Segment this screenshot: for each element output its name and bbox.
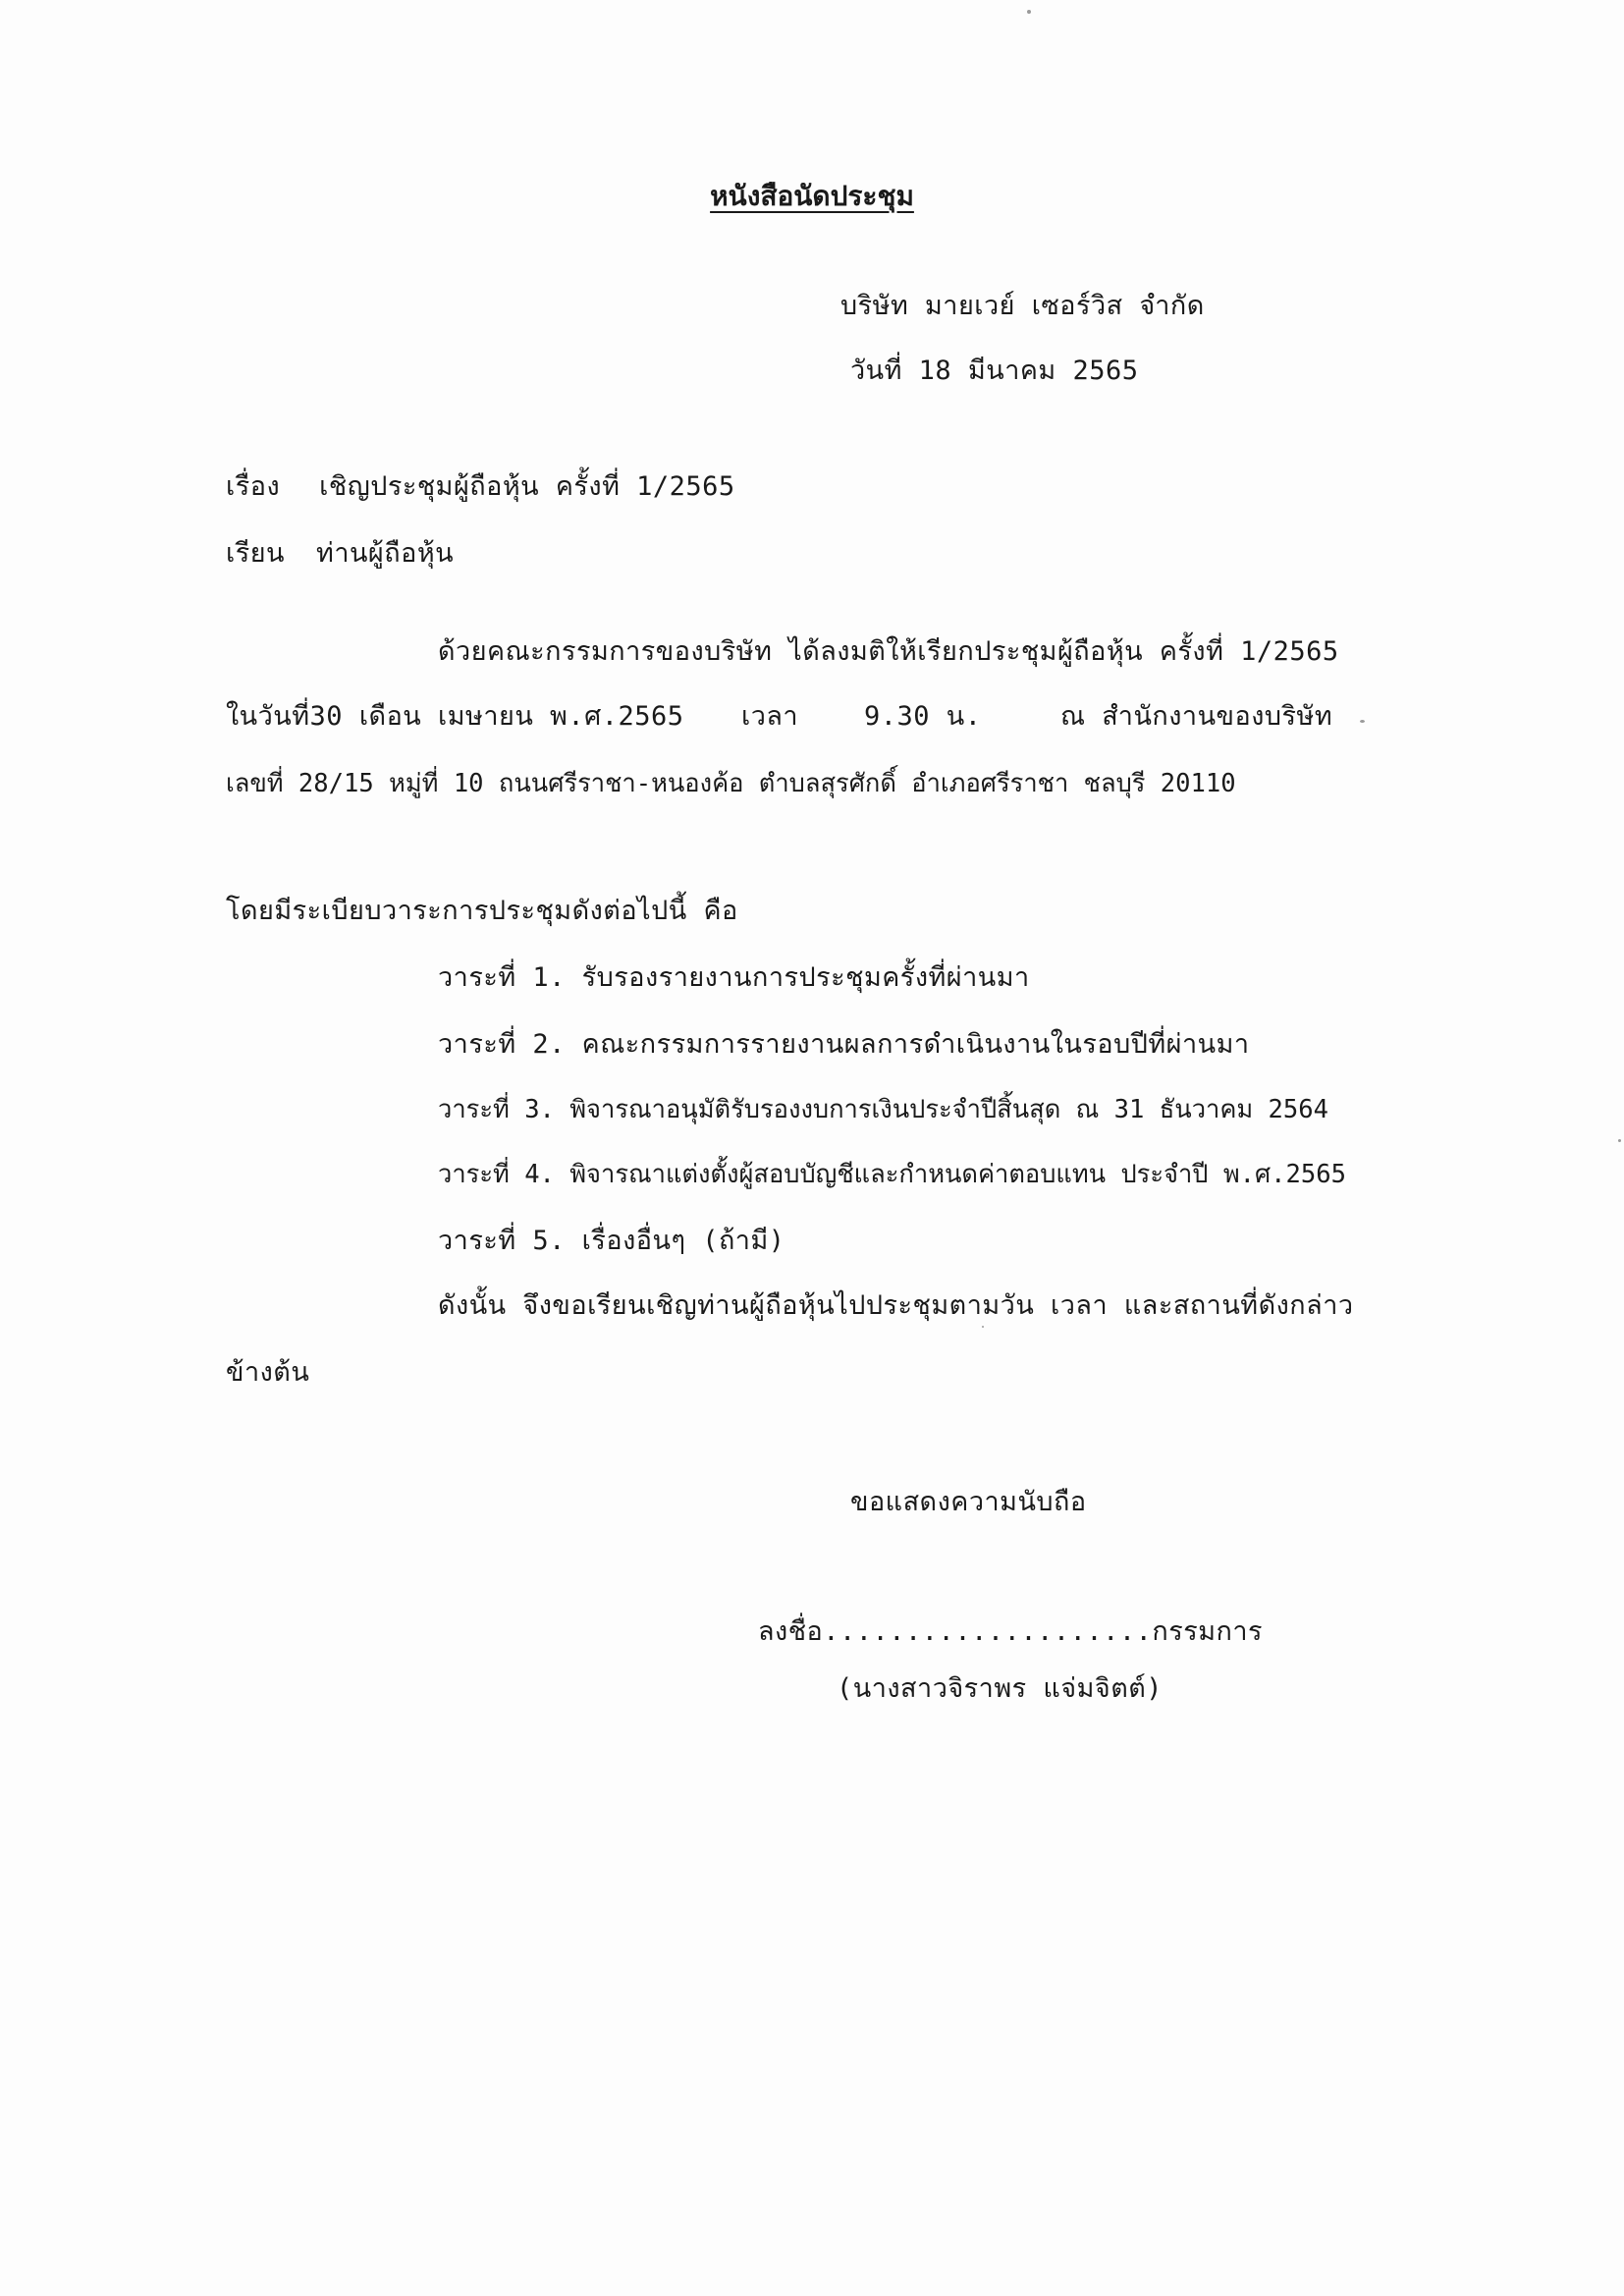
- scan-speck: [982, 1326, 984, 1328]
- agenda-intro: โดยมีระเบียบวาระการประชุมดังต่อไปนี้ คือ: [226, 896, 738, 926]
- body-line-2d: ณ สำนักงานของบริษัท: [1060, 701, 1333, 732]
- company-name: บริษัท มายเวย์ เซอร์วิส จำกัด: [840, 291, 1205, 321]
- signatory-name: (นางสาวจิราพร แจ่มจิตต์): [837, 1673, 1164, 1704]
- scan-speck: [1618, 1139, 1621, 1142]
- body-line-1: ด้วยคณะกรรมการของบริษัท ได้ลงมติให้เรียกประชุมผู้ถือหุ้น ครั้งที่ 1/2565: [438, 636, 1339, 667]
- agenda-item-2: วาระที่ 2. คณะกรรมการรายงานผลการดำเนินงานในรอบปีที่ผ่านมา: [438, 1029, 1250, 1060]
- closing-line-2: ข้างต้น: [226, 1357, 310, 1388]
- scan-speck: [1027, 10, 1031, 14]
- recipient-label: เรียน: [226, 538, 286, 569]
- agenda-item-1: วาระที่ 1. รับรองรายงานการประชุมครั้งที่ผ่านมา: [438, 962, 1030, 993]
- regards: ขอแสดงความนับถือ: [850, 1487, 1087, 1517]
- agenda-item-4: วาระที่ 4. พิจารณาแต่งตั้งผู้สอบบัญชีและกำหนดค่าตอบแทน ประจำปี พ.ศ.2565: [438, 1160, 1346, 1189]
- recipient-line: [226, 536, 454, 572]
- document-title: หนังสือนัดประชุม: [710, 180, 914, 212]
- body-line-2c: 9.30 น.: [864, 701, 982, 732]
- subject-line: [226, 469, 735, 505]
- closing-line-1: ดังนั้น จึงขอเรียนเชิญท่านผู้ถือหุ้นไปประชุมตามวัน เวลา และสถานที่ดังกล่าว: [438, 1290, 1354, 1321]
- document-date: วันที่ 18 มีนาคม 2565: [850, 355, 1139, 386]
- scan-speck: [1360, 720, 1365, 723]
- agenda-item-3: วาระที่ 3. พิจารณาอนุมัติรับรองงบการเงินประจำปีสิ้นสุด ณ 31 ธันวาคม 2564: [438, 1095, 1328, 1124]
- agenda-item-5: วาระที่ 5. เรื่องอื่นๆ (ถ้ามี): [438, 1226, 785, 1256]
- subject-label: เรื่อง: [226, 471, 281, 502]
- body-line-2b: เวลา: [741, 701, 799, 732]
- body-line-3: เลขที่ 28/15 หมู่ที่ 10 ถนนศรีราชา-หนองค้อ ตำบลสุรศักดิ์ อำเภอศรีราชา ชลบุรี 20110: [226, 769, 1236, 798]
- body-line-2a: ในวันที่30 เดือน เมษายน พ.ศ.2565: [226, 701, 684, 732]
- signature-line: ลงชื่อ....................กรรมการ: [758, 1616, 1264, 1647]
- recipient-text: ท่านผู้ถือหุ้น: [316, 538, 455, 569]
- subject-text: เชิญประชุมผู้ถือหุ้น ครั้งที่ 1/2565: [319, 471, 735, 502]
